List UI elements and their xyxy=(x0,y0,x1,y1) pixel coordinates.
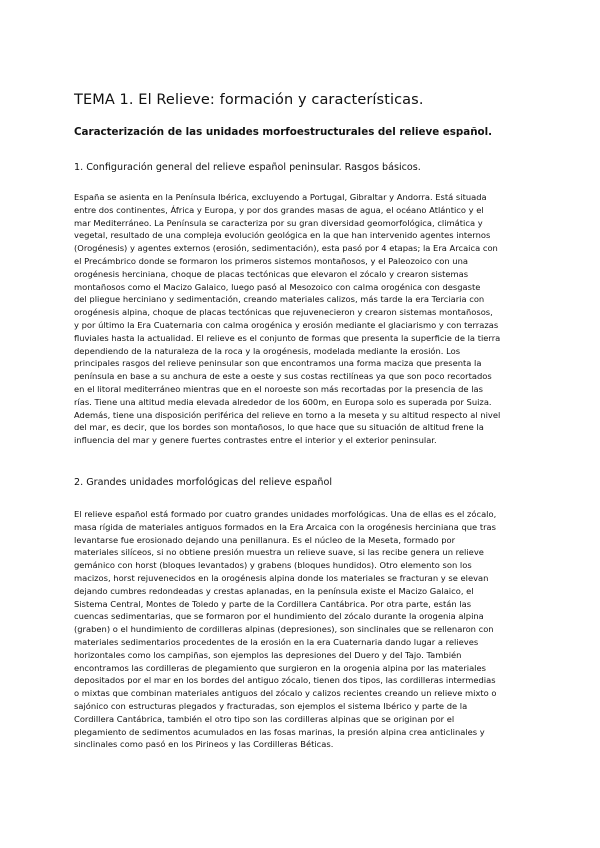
paragraph-line: El relieve español está formado por cuatro grandes unidades morfológicas. Una de ellas es el zócalo, xyxy=(74,509,497,519)
paragraph-line: depositados por el mar en los bordes del antiguo zócalo, tienen dos tipos, las cordilleras intermedias xyxy=(74,675,496,686)
paragraph-line: sajónico con estructuras plegados y fracturadas, son ejemplos el sistema Ibérico y parte de la xyxy=(74,700,468,711)
paragraph-line: plegamiento de sedimentos acumulados en las fosas marinas, la presión alpina crea anticlinales y xyxy=(74,726,485,737)
paragraph-line: horizontales como los campiñas, son ejemplos las depresiones del Duero y del Tajo. También xyxy=(74,649,462,660)
paragraph-line: gemánico con horst (bloques levantados) y grabens (bloques hundidos). Otro elemento son los xyxy=(74,560,472,571)
paragraph-line: masa rígida de materiales antiguos formados en la Era Arcaica con la orogénesis herciniana que tras xyxy=(74,521,496,532)
paragraph-line: sinclinales como pasó en los Pirineos y las Cordilleras Béticas. xyxy=(74,739,334,750)
paragraph-line: Cordillera Cantábrica, también el otro tipo son las cordilleras alpinas que se originan por el xyxy=(74,713,455,724)
paragraph-line: orogénesis alpina, choque de placas tectónicas que rejuvenecieron y crearon sistemas montañosos, xyxy=(74,307,493,318)
paragraph-line: entre dos continentes, África y Europa, y por dos grandes masas de agua, el océano Atlántico y el xyxy=(74,204,484,215)
paragraph-line: dependiendo de la naturaleza de la roca y la orogénesis, modelada mediante la erosión. Los xyxy=(74,345,461,356)
paragraph-line: levantarse fue erosionado dejando una penillanura. Es el núcleo de la Meseta, formado por xyxy=(74,534,456,545)
paragraph-line: (graben) o el hundimiento de cordilleras alpinas (depresiones), son sinclinales que se rellenaron con xyxy=(74,624,494,635)
paragraph-line: cuencas sedimentarias, que se formaron por el hundimiento del zócalo durante la orogenia alpina xyxy=(74,611,484,622)
section-1-paragraph xyxy=(74,191,526,447)
paragraph-line: o mixtas que combinan materiales antiguos del zócalo y calizos recientes creando un relieve mixto o xyxy=(74,688,497,699)
paragraph-line: macizos, horst rejuvenecidos en la orogénesis alpina donde los materiales se fracturan y se elevan xyxy=(74,572,489,583)
paragraph-line: y por último la Era Cuaternaria con calma orogénica y erosión mediante el glaciarismo y con terrazas xyxy=(74,319,499,330)
paragraph-line: Sistema Central, Montes de Toledo y parte de la Cordillera Cantábrica. Por otra parte, están las xyxy=(74,598,472,609)
paragraph-line: influencia del mar y genere fuertes contrastes entre el interior y el exterior peninsular. xyxy=(74,435,437,446)
paragraph-line: orogénesis herciniana, choque de placas tectónicas que elevaron el zócalo y crearon sistemas xyxy=(74,268,469,279)
paragraph-line: del mar, es decir, que los bordes son montañosos, lo que hace que su situación de altitud frene la xyxy=(74,422,484,433)
paragraph-line: España se asienta en la Península Ibérica, excluyendo a Portugal, Gibraltar y Andorra. Está situada xyxy=(74,192,487,202)
paragraph-line: península en base a su anchura de este a oeste y sus costas rectilíneas ya que son poco recortados xyxy=(74,371,492,382)
paragraph-line: Además, tiene una disposición periférica del relieve en torno a la meseta y su altitud respecto al nivel xyxy=(74,409,501,420)
section-2-heading: 2. Grandes unidades morfológicas del relieve español xyxy=(74,477,333,488)
paragraph-line: montañosos como el Macizo Galaico, luego pasó al Mesozoico con calma orogénica con desgaste xyxy=(74,281,481,292)
paragraph-line: principales rasgos del relieve peninsular son que encontramos una forma maciza que presenta la xyxy=(74,358,482,369)
section-2-paragraph xyxy=(74,508,526,751)
paragraph-line: dejando cumbres redondeadas y crestas aplanadas, en la península existe el Macizo Galaico, el xyxy=(74,585,474,596)
paragraph-line: materiales silíceos, si no obtiene presión muestra un relieve suave, si las recibe genera un relieve xyxy=(74,547,484,558)
section-1-heading: 1. Configuración general del relieve español peninsular. Rasgos básicos. xyxy=(74,162,421,173)
paragraph-line: fluviales hasta la actualidad. El relieve es el conjunto de formas que presenta la superficie de la tierra xyxy=(74,332,501,343)
paragraph-line: mar Mediterráneo. La Península se caracteriza por su gran diversidad geomorfológica, climática y xyxy=(74,217,483,228)
paragraph-line: materiales sedimentarios procedentes de la erosión en la era Cuaternaria dando lugar a relieves xyxy=(74,636,479,647)
paragraph-line: el Precámbrico donde se formaron los primeros sistemos montañosos, y el Paleozoico con una xyxy=(74,255,468,266)
paragraph-line: en el litoral mediterráneo mientras que en el noroeste son más recortadas por la presencia de las xyxy=(74,383,483,394)
document-title: TEMA 1. El Relieve: formación y características. xyxy=(74,92,424,108)
paragraph-line: rías. Tiene una altitud media elevada alrededor de los 600m, en Europa solo es superada por Suiza. xyxy=(74,396,492,407)
paragraph-line: encontramos las cordilleras de plegamiento que surgieron en la orogenia alpina por las materiales xyxy=(74,662,486,673)
paragraph-line: vegetal, resultado de una compleja evolución geológica en la que han intervenido agentes internos xyxy=(74,230,491,241)
paragraph-line: (Orogénesis) y agentes externos (erosión, sedimentación), esta pasó por 4 etapas; la Era Arcaica con xyxy=(74,243,498,254)
paragraph-line: del pliegue herciniano y sedimentación, creando materiales calizos, más tarde la era Terciaria con xyxy=(74,294,485,305)
document-subtitle: Caracterización de las unidades morfoestructurales del relieve español. xyxy=(74,126,493,138)
